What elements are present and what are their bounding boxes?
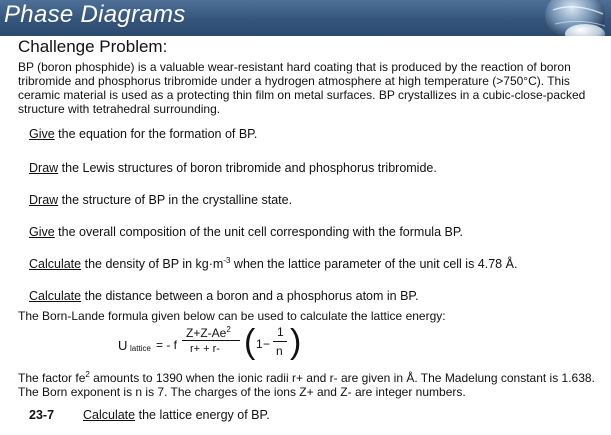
born-lande-intro: The Born-Lande formula given below can be used to calculate the lattice energy:: [18, 309, 446, 323]
task-text: the structure of BP in the crystalline state.: [58, 193, 293, 207]
task-4: [29, 225, 463, 239]
task-text: the density of BP in kg·m: [81, 257, 224, 272]
task-text: the equation for the formation of BP.: [54, 127, 258, 141]
bracket-fraction-bar: [273, 341, 287, 342]
formula-numerator: $Z+Z-Ae^2$: [186, 325, 231, 340]
challenge-heading: Challenge Problem:: [18, 37, 168, 56]
task-verb: Draw: [29, 193, 59, 207]
task-verb: Give: [29, 225, 55, 239]
globe-decoration-icon: [525, 0, 611, 36]
formula-lhs-subscript: lattice: [130, 344, 151, 353]
bracket-numerator: 1: [277, 325, 284, 339]
slide-banner: [0, 0, 611, 36]
task-6: [29, 289, 419, 303]
formula-equals: = - f: [156, 338, 178, 352]
formula-lhs: U: [118, 338, 128, 353]
task-text: the overall composition of the unit cell corresponding with the formula BP.: [54, 225, 464, 239]
task-text: the lattice energy of BP.: [135, 408, 270, 422]
task-verb: Give: [29, 127, 55, 141]
bracket-minus: −: [263, 337, 271, 351]
task-verb: Calculate: [29, 289, 82, 303]
task-1: [29, 127, 257, 141]
left-paren: (: [244, 323, 256, 361]
task-verb: Calculate: [29, 257, 82, 272]
born-lande-formula: [118, 323, 318, 365]
footer-task: [83, 408, 270, 422]
task-superscript: -3: [223, 256, 231, 265]
bracket-denominator: n: [276, 344, 283, 358]
formula-denominator: r+ + r-: [190, 343, 220, 355]
task-text: the Lewis structures of boron tribromide and phosphorus tribromide.: [58, 161, 437, 175]
task-2: [29, 161, 437, 175]
task-verb: Draw: [29, 161, 59, 175]
slide-title: Phase Diagrams: [4, 1, 186, 28]
fraction-bar: [182, 340, 240, 341]
intro-paragraph: BP (boron phosphide) is a valuable wear-resistant hard coating that is produced by the reaction of boron tribromide and phosphorus tribromide under a hydrogen atmosphere at high temperature (>750°C). This ceramic material is used as a protecting thin film on metal surfaces. BP crystallizes in a cubic-close-packed structure with tetrahedral surrounding.: [18, 60, 586, 116]
task-5: [29, 256, 517, 271]
task-3: [29, 193, 292, 207]
factor-paragraph: The factor $fe^2$ amounts to 1390 when the ionic radii r+ and r- are given in Å. The Madelung constant is 1.638. The Born exponent is n is 7. The charges of the ions Z+ and Z- are integer numbers.: [18, 370, 595, 399]
task-verb: Calculate: [83, 408, 136, 422]
task-text-cont: when the lattice parameter of the unit cell is 4.78 Å.: [230, 257, 518, 272]
problem-number: 23-7: [29, 408, 55, 422]
bracket-one: 1: [256, 337, 263, 351]
task-text: the distance between a boron and a phosphorus atom in BP.: [81, 289, 419, 303]
right-paren: ): [290, 323, 302, 361]
